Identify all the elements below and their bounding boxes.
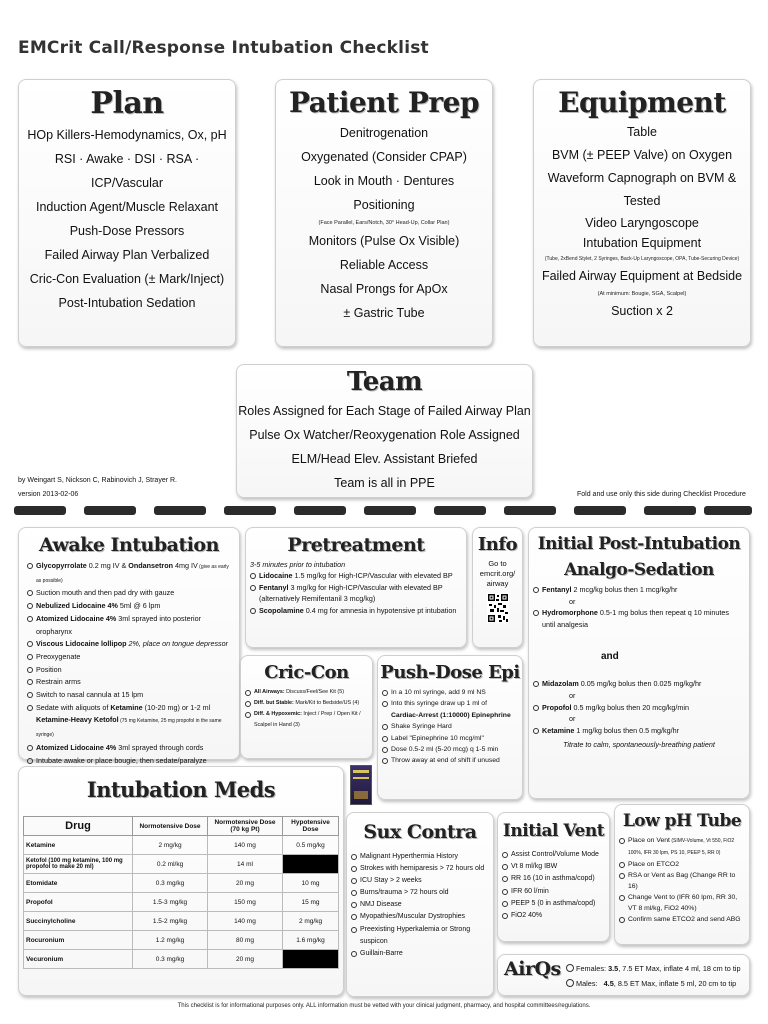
patient-prep-list bbox=[276, 121, 492, 325]
dose-cell: 150 mg bbox=[208, 893, 283, 912]
cric-con-item: All Airways: Discuss/Feel/See Kit (5) bbox=[245, 687, 366, 698]
patient-prep-card bbox=[275, 79, 493, 347]
info-heading: Info bbox=[477, 534, 518, 555]
low-ph-item: Confirm same ETCO2 and send ABG bbox=[619, 914, 743, 925]
dose-cell-blank bbox=[283, 855, 339, 874]
plan-item: Cric-Con Evaluation (± Mark/Inject) bbox=[29, 272, 225, 286]
equipment-item: Table bbox=[627, 125, 657, 139]
pretreatment-item: Fentanyl 3 mg/kg for High-ICP/Vascular with elevated BP (alternatively Remifentanil 3 mcg/kg) bbox=[250, 582, 460, 605]
prep-item: Monitors (Pulse Ox Visible) bbox=[308, 234, 460, 248]
book-cover-image bbox=[350, 765, 372, 805]
patient-prep-heading: Patient Prep bbox=[288, 86, 480, 119]
dose-cell: 14 ml bbox=[208, 855, 283, 874]
post-intubation-heading: Initial Post-Intubation bbox=[537, 534, 741, 554]
dose-cell: 1.5-2 mg/kg bbox=[133, 912, 208, 931]
vent-setting-item: PEEP 5 (0 in asthma/copd) bbox=[502, 898, 603, 910]
pretreatment-heading: Pretreatment bbox=[287, 534, 425, 556]
sux-contra-heading: Sux Contra bbox=[363, 821, 477, 843]
sux-contra-item: ICU Stay > 2 weeks bbox=[351, 875, 487, 887]
awake-intubation-card bbox=[18, 527, 240, 765]
equipment-item: Waveform Capnograph on BVM & Tested bbox=[547, 171, 737, 208]
dose-cell: 2 mg/kg bbox=[283, 912, 339, 931]
push-dose-item: Into this syringe draw up 1 ml of Cardiac-Arrest (1:10000) Epinephrine bbox=[382, 698, 516, 721]
push-dose-item: Dose 0.5-2 ml (5-20 mcg) q 1-5 min bbox=[382, 744, 516, 755]
table-row bbox=[24, 931, 339, 950]
team-card bbox=[236, 364, 533, 498]
bullet-icon bbox=[566, 979, 574, 987]
fold-dash bbox=[84, 506, 136, 515]
and-label: and bbox=[601, 651, 619, 663]
vent-setting-item: Vt 8 ml/kg IBW bbox=[502, 861, 603, 873]
low-ph-item: Place on ETCO2 bbox=[619, 859, 743, 870]
failed-airway-item: Failed Airway Equipment at Bedside bbox=[541, 269, 743, 283]
push-dose-item: Label "Epinephrine 10 mcg/ml" bbox=[382, 733, 516, 744]
prep-item: ± Gastric Tube bbox=[343, 306, 425, 320]
drug-cell: Propofol bbox=[24, 893, 133, 912]
fold-dash bbox=[574, 506, 626, 515]
vent-setting-item: FiO2 40% bbox=[502, 910, 603, 922]
initial-vent-list bbox=[498, 849, 609, 922]
sux-contra-item: Myopathies/Muscular Dystrophies bbox=[351, 911, 487, 923]
team-item: Team is all in PPE bbox=[334, 476, 435, 490]
airqs-card bbox=[497, 954, 750, 996]
awake-item: Switch to nasal cannula at 15 lpm bbox=[27, 689, 233, 702]
fold-dash bbox=[14, 506, 66, 515]
equipment-heading: Equipment bbox=[558, 86, 726, 119]
or-label: or bbox=[569, 690, 576, 700]
awake-item: Restrain arms bbox=[27, 676, 233, 689]
or-label: or bbox=[569, 596, 576, 606]
post-intubation-list bbox=[529, 584, 749, 736]
prep-item: Denitrogenation bbox=[339, 126, 429, 140]
low-ph-item: RSA or Vent as Bag (Change RR to 16) bbox=[619, 870, 743, 892]
intubation-meds-heading: Intubation Meds bbox=[86, 777, 276, 802]
plan-item: Post-Intubation Sedation bbox=[58, 296, 196, 310]
dose-cell: 0.3 mg/kg bbox=[133, 874, 208, 893]
dose-cell: 0.3 mg/kg bbox=[133, 950, 208, 969]
plan-card bbox=[18, 79, 236, 347]
sux-contra-item: Guillain-Barre bbox=[351, 948, 487, 960]
fold-dash bbox=[154, 506, 206, 515]
info-line: Go to bbox=[488, 559, 507, 568]
plan-heading: Plan bbox=[90, 86, 164, 121]
vent-setting-item: Assist Control/Volume Mode bbox=[502, 849, 603, 861]
initial-vent-heading: Initial Vent bbox=[502, 821, 605, 841]
awake-item: Viscous Lidocaine lollipop 2%, place on tongue depressor bbox=[27, 638, 233, 651]
dose-cell: 15 mg bbox=[283, 893, 339, 912]
intubation-meds-card bbox=[18, 766, 344, 996]
post-intubation-card bbox=[528, 527, 750, 799]
sux-contra-list bbox=[347, 851, 493, 960]
initial-vent-card bbox=[497, 812, 610, 942]
info-card bbox=[472, 527, 523, 648]
awake-item: Position bbox=[27, 664, 233, 677]
dose-cell: 1.6 mg/kg bbox=[283, 931, 339, 950]
failed-airway-note: (At minimum: Bougie, SGA, Scalpel) bbox=[597, 291, 687, 297]
authors-credit: by Weingart S, Nickson C, Rabinovich J, Strayer R. bbox=[18, 477, 177, 484]
bullet-icon bbox=[566, 964, 574, 972]
drug-cell: Rocuronium bbox=[24, 931, 133, 950]
dose-cell: 140 mg bbox=[208, 912, 283, 931]
dose-cell: 0.5 mg/kg bbox=[283, 836, 339, 855]
equipment-card bbox=[533, 79, 751, 347]
awake-item: Atomized Lidocaine 4% 3ml sprayed into posterior oropharynx bbox=[27, 613, 233, 638]
sux-contra-item: Strokes with hemiparesis > 72 hours old bbox=[351, 863, 487, 875]
push-dose-list bbox=[378, 687, 522, 767]
sux-contra-item: Preexisting Hyperkalemia or Strong suspicon bbox=[351, 924, 487, 948]
equipment-item: Video Laryngoscope bbox=[585, 216, 699, 230]
dose-cell: 80 mg bbox=[208, 931, 283, 950]
fold-dash bbox=[434, 506, 486, 515]
plan-item: Failed Airway Plan Verbalized bbox=[44, 248, 210, 262]
sux-contra-card bbox=[346, 812, 494, 997]
fold-dash bbox=[364, 506, 416, 515]
table-row bbox=[24, 855, 339, 874]
cric-con-card bbox=[240, 655, 373, 759]
col-hypotensive-dose: Hypotensive Dose bbox=[283, 817, 339, 836]
team-list bbox=[237, 399, 532, 495]
equipment-item: BVM (± PEEP Valve) on Oxygen bbox=[551, 148, 733, 162]
equipment-item: Intubation Equipment bbox=[582, 236, 702, 250]
sedation-item: Midazolam 0.05 mg/kg bolus then 0.025 mg/kg/hr bbox=[533, 678, 743, 690]
drug-cell: Ketofol (100 mg ketamine, 100 mg propofol to make 20 ml) bbox=[24, 855, 133, 874]
pretreatment-item: Scopolamine 0.4 mg for amnesia in hypotensive pt intubation bbox=[250, 605, 460, 617]
fold-dash bbox=[504, 506, 556, 515]
low-ph-item: Place on Vent (SIMV-Volume, Vt 550, FiO2 100%, IFR 30 lpm, PS 10, PEEP 5, RR 0) bbox=[619, 835, 743, 859]
analgo-sedation-heading: Analgo-Sedation bbox=[564, 560, 714, 580]
fold-line bbox=[14, 506, 754, 516]
team-item: ELM/Head Elev. Assistant Briefed bbox=[291, 452, 478, 466]
airqs-heading: AirQs bbox=[504, 958, 561, 980]
sux-contra-item: Malignant Hyperthermia History bbox=[351, 851, 487, 863]
sux-contra-item: Burns/trauma > 72 hours old bbox=[351, 887, 487, 899]
awake-item: Glycopyrrolate 0.2 mg IV & Ondansetron 4mg IV (give as early as possible) bbox=[27, 560, 233, 587]
low-ph-list bbox=[615, 835, 749, 925]
low-ph-tube-card bbox=[614, 804, 750, 945]
push-dose-heading: Push-Dose Epi bbox=[380, 662, 520, 683]
equipment-note: (Tube, 2xBend Stylet, 2 Syringes, Back-Up Laryngoscope, OPA, Tube-Securing Device) bbox=[544, 256, 740, 262]
suction-item: Suction x 2 bbox=[611, 304, 673, 318]
awake-item: Sedate with aliquots of Ketamine (10-20 mg) or 1-2 ml Ketamine-Heavy Ketofol (75 mg Ketamine, 25 mg propofol in the same syringe) bbox=[27, 702, 233, 742]
drug-cell: Etomidate bbox=[24, 874, 133, 893]
table-row bbox=[24, 912, 339, 931]
plan-list bbox=[19, 123, 235, 315]
team-item: Pulse Ox Watcher/Reoxygenation Role Assigned bbox=[249, 428, 520, 442]
vent-setting-item: IFR 60 l/min bbox=[502, 886, 603, 898]
push-dose-item: Shake Syringe Hard bbox=[382, 721, 516, 732]
cric-con-item: Diff. but Stable: Mark/Kit to Bedside/US (4) bbox=[245, 698, 366, 709]
table-row bbox=[24, 836, 339, 855]
plan-item: RSI · Awake · DSI · RSA · ICP/Vascular bbox=[54, 152, 200, 190]
dose-cell: 20 mg bbox=[208, 874, 283, 893]
dose-cell: 2 mg/kg bbox=[133, 836, 208, 855]
sedation-item: Fentanyl 2 mcg/kg bolus then 1 mcg/kg/hr bbox=[533, 584, 743, 596]
airqs-female-row: Females: 3.5, 7.5 ET Max, inflate 4 ml, 18 cm to tip bbox=[566, 964, 741, 973]
fold-dash bbox=[704, 506, 752, 515]
drug-cell: Ketamine bbox=[24, 836, 133, 855]
awake-item: Nebulized Lidocaine 4% 5ml @ 6 lpm bbox=[27, 600, 233, 613]
fold-dash bbox=[644, 506, 696, 515]
dose-cell: 20 mg bbox=[208, 950, 283, 969]
col-drug: Drug bbox=[24, 817, 133, 836]
prep-item: Positioning bbox=[353, 198, 415, 212]
pretreatment-subhead: 3-5 minutes prior to intubation bbox=[250, 560, 346, 569]
prep-item: Reliable Access bbox=[339, 258, 429, 272]
low-ph-heading: Low pH Tube bbox=[622, 811, 742, 831]
awake-item: Intubate awake or place bougie, then sedate/paralyze bbox=[27, 755, 233, 768]
col-normotensive-70kg: Normotensive Dose (70 kg Pt) bbox=[208, 817, 283, 836]
drug-cell: Succinylcholine bbox=[24, 912, 133, 931]
pretreatment-item: Lidocaine 1.5 mg/kg for High-ICP/Vascular with elevated BP bbox=[250, 570, 460, 582]
table-row bbox=[24, 950, 339, 969]
fold-dash bbox=[294, 506, 346, 515]
table-row bbox=[24, 893, 339, 912]
pretreatment-list bbox=[246, 570, 466, 616]
dose-cell: 0.2 ml/kg bbox=[133, 855, 208, 874]
info-line: airway bbox=[486, 579, 509, 588]
sux-contra-item: NMJ Disease bbox=[351, 899, 487, 911]
awake-item: Atomized Lidocaine 4% 3ml sprayed through cords bbox=[27, 742, 233, 755]
equipment-list bbox=[534, 121, 750, 323]
sedation-item: Hydromorphone 0.5-1 mg bolus then repeat q 10 minutes until analgesia bbox=[533, 607, 743, 630]
prep-item: Nasal Prongs for ApOx bbox=[320, 282, 448, 296]
push-dose-card bbox=[377, 655, 523, 800]
col-normotensive-dose: Normotensive Dose bbox=[133, 817, 208, 836]
meds-table bbox=[23, 816, 339, 969]
fold-note: Fold and use only this side during Checklist Procedure bbox=[577, 491, 746, 498]
titrate-note: Titrate to calm, spontaneously-breathing patient bbox=[563, 740, 715, 750]
dose-cell: 1.5-3 mg/kg bbox=[133, 893, 208, 912]
info-text bbox=[473, 559, 522, 589]
or-label: or bbox=[569, 714, 576, 724]
sedation-item: Ketamine 1 mg/kg bolus then 0.5 mg/kg/hr bbox=[533, 725, 743, 737]
prep-item: Look in Mouth · Dentures bbox=[313, 174, 455, 188]
plan-item: Induction Agent/Muscle Relaxant bbox=[35, 200, 219, 214]
team-heading: Team bbox=[346, 367, 423, 397]
awake-item: Suction mouth and then pad dry with gauze bbox=[27, 587, 233, 600]
disclaimer-footer: This checklist is for informational purposes only. ALL information must be vetted with your clinical judgment, pharmacy, and hospital committees/regulations. bbox=[177, 1003, 591, 1009]
sedation-item: Propofol 0.5 mg/kg bolus then 20 mcg/kg/min bbox=[533, 702, 743, 714]
plan-item: HOp Killers-Hemodynamics, Ox, pH bbox=[27, 128, 227, 142]
cric-con-heading: Cric-Con bbox=[264, 662, 349, 683]
push-dose-item: Throw away at end of shift if unused bbox=[382, 755, 516, 766]
team-item: Roles Assigned for Each Stage of Failed Airway Plan bbox=[238, 404, 531, 418]
prep-item: Oxygenated (Consider CPAP) bbox=[301, 150, 467, 164]
awake-list bbox=[19, 560, 239, 767]
table-row bbox=[24, 874, 339, 893]
document-title: EMCrit Call/Response Intubation Checklist bbox=[18, 38, 429, 58]
qr-code-icon bbox=[487, 593, 509, 623]
dose-cell-blank bbox=[283, 950, 339, 969]
drug-cell: Vecuronium bbox=[24, 950, 133, 969]
cric-con-list bbox=[241, 687, 372, 731]
pretreatment-card bbox=[245, 527, 467, 648]
awake-heading: Awake Intubation bbox=[39, 534, 219, 556]
fold-dash bbox=[224, 506, 276, 515]
dose-cell: 10 mg bbox=[283, 874, 339, 893]
low-ph-item: Change Vent to (IFR 60 lpm, RR 30, VT 8 ml/kg, FiO2 40%) bbox=[619, 892, 743, 914]
airqs-male-row: Males: 4.5, 8.5 ET Max, inflate 5 ml, 20 cm to tip bbox=[566, 979, 736, 988]
cric-con-item: Diff. & Hypoxemic: Inject / Prep / Open Kit / Scalpel in Hand (3) bbox=[245, 709, 366, 731]
plan-item: Push-Dose Pressors bbox=[69, 224, 185, 238]
dose-cell: 140 mg bbox=[208, 836, 283, 855]
awake-item: Preoxygenate bbox=[27, 651, 233, 664]
info-line: emcrit.org/ bbox=[479, 569, 516, 578]
vent-setting-item: RR 16 (10 in asthma/copd) bbox=[502, 873, 603, 885]
positioning-note: (Face Parallel, Ears/Notch, 30° Head-Up, Collar Plan) bbox=[318, 220, 450, 226]
version-label: version 2013-02-06 bbox=[18, 491, 79, 498]
push-dose-item: In a 10 ml syringe, add 9 ml NS bbox=[382, 687, 516, 698]
dose-cell: 1.2 mg/kg bbox=[133, 931, 208, 950]
